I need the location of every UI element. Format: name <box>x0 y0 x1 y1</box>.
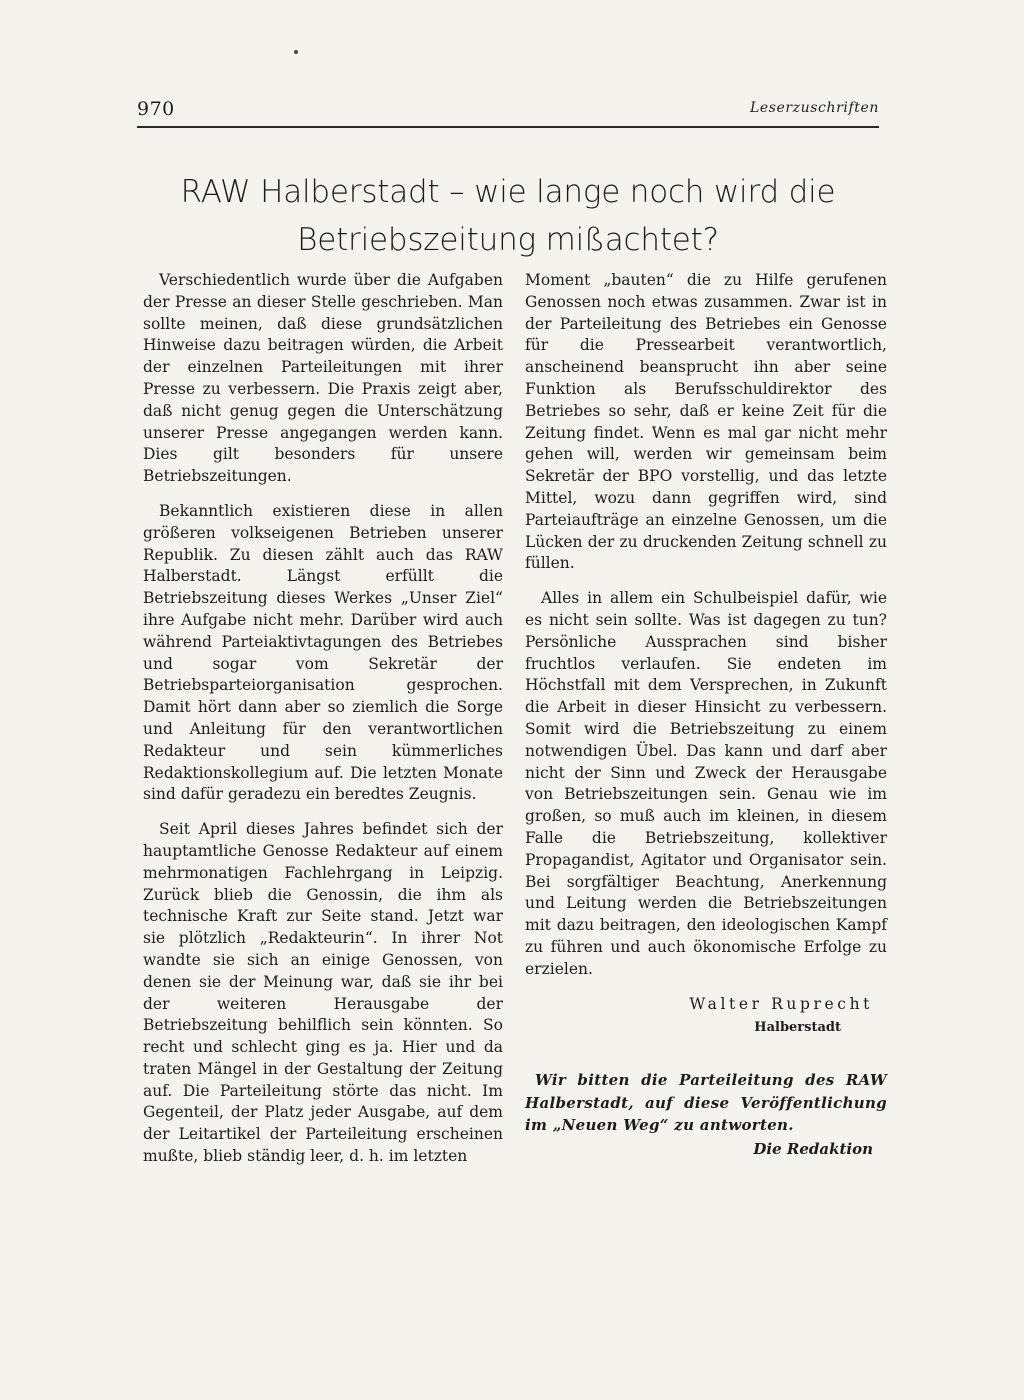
title-line-2: Betriebszeitung mißachtet? <box>297 222 719 258</box>
editor-note: Wir bitten die Parteileitung des RAW Halberstadt, auf diese Veröffentlichung im „Neuen Weg“ zu antworten. <box>525 1071 887 1135</box>
section-label: Leserzuschriften <box>749 100 879 116</box>
author-name: Walter Ruprecht <box>689 994 873 1013</box>
title-line-1: RAW Halberstadt – wie lange noch wird die <box>180 174 836 210</box>
page-number: 970 <box>137 98 175 120</box>
paragraph: Moment „bauten“ die zu Hilfe gerufenen Genossen noch etwas zusammen. Zwar ist in der Parteileitung des Betriebes ein Genosse für die Pressearbeit verantwortlich, anscheinend beansprucht ihn aber seine Funktion als Berufsschuldirektor des Betriebes so sehr, daß er keine Zeit für die Zeitung findet. Wenn es mal gar nicht mehr gehen will, werden wir gemeinsam beim Sekretär der BPO vorstellig, und das letzte Mittel, wozu dann gegriffen wird, sind Parteiaufträge an einzelne Genossen, um die Lücken der zu druckenden Zeitung schnell zu füllen. <box>525 271 887 573</box>
right-column <box>525 270 887 1160</box>
paragraph: Alles in allem ein Schulbeispiel dafür, wie es nicht sein sollte. Was ist dagegen zu tun? Persönliche Aussprachen sind bisher fruchtlos verlaufen. Sie endeten im Höchstfall mit dem Versprechen, in Zukunft die Arbeit in dieser Hinsicht zu verbessern. Somit wird die Betriebszeitung zu einem notwendigen Übel. Das kann und darf aber nicht der Sinn und Zweck der Herausgabe von Betriebszeitungen sein. Genau wie im großen, so muß auch im kleinen, in diesem Falle die Betriebszeitung, kollektiver Propagandist, Agitator und Organisator sein. Bei sorgfältiger Beachtung, Anerkennung und Leitung werden die Betriebszeitungen mit dazu beitragen, den ideologischen Kampf zu führen und auch ökonomische Erfolge zu erzielen. <box>525 589 887 978</box>
article-title <box>137 168 879 264</box>
print-speck <box>294 50 298 54</box>
header-rule <box>137 126 879 128</box>
signature <box>525 994 887 1040</box>
page-header <box>137 98 879 126</box>
paragraph: Seit April dieses Jahres befindet sich der hauptamtliche Genosse Redakteur auf einem mehrmonatigen Fachlehrgang in Leipzig. Zurück blieb die Genossin, die ihm als technische Kraft zur Seite stand. Jetzt war sie plötzlich „Redakteurin“. In ihrer Not wandte sie sich an einige Genossen, von denen sie der Meinung war, daß sie ihr bei der weiteren Herausgabe der Betriebszeitung behilflich sein könnten. So recht und schlecht ging es ja. Hier und da traten Mängel in der Gestaltung der Zeitung auf. Die Parteileitung störte das nicht. Im Gegenteil, der Platz jeder Ausgabe, auf dem der Leitartikel der Parteileitung erscheinen mußte, blieb ständig leer, d. h. im letzten <box>143 820 503 1166</box>
paragraph: Bekanntlich existieren diese in allen größeren volkseigenen Betrieben unserer Republik. Zu diesen zählt auch das RAW Halberstadt. Längst erfüllt die Betriebszeitung dieses Werkes „Unser Ziel“ ihre Aufgabe nicht mehr. Darüber wird auch während Parteiaktivtagungen des Betriebes und sogar vom Sekretär der Betriebsparteiorganisation gesprochen. Damit hört dann aber so ziemlich die Sorge und Anleitung für den verantwortlichen Redakteur und sein kümmerliches Redaktionskollegium auf. Die letzten Monate sind dafür geradezu ein beredtes Zeugnis. <box>143 501 503 804</box>
author-place: Halberstadt <box>754 1020 841 1036</box>
left-column <box>143 270 503 1181</box>
paragraph: Verschiedentlich wurde über die Aufgaben der Presse an dieser Stelle geschrieben. Man sollte meinen, daß diese grundsätzlichen Hinweise dazu beitragen würden, die Arbeit der einzelnen Parteileitungen mit ihrer Presse zu verbessern. Die Praxis zeigt aber, daß nicht genug gegen die Unterschätzung unserer Presse angegangen werden kann. Dies gilt besonders für unsere Betriebszeitungen. <box>143 271 503 486</box>
editor-signature: Die Redaktion <box>753 1139 873 1158</box>
